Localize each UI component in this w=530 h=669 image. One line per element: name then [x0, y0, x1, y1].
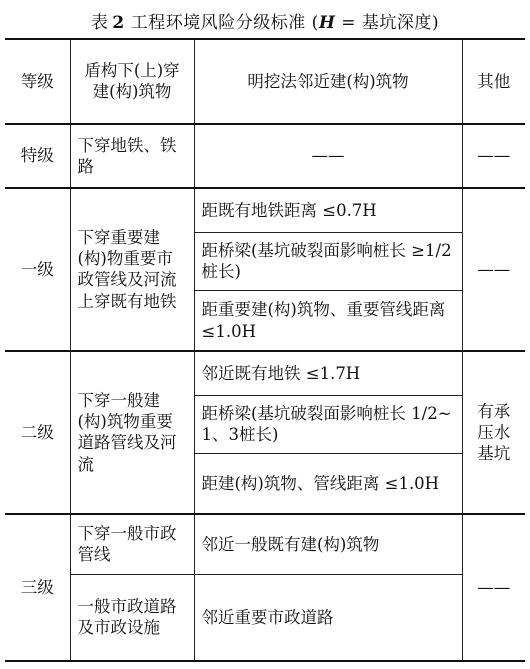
open-cut-cell: 邻近一般既有建(构)筑物 [194, 514, 462, 574]
caption-prefix: 表 [90, 13, 109, 33]
caption-paren-close: ) [431, 13, 440, 33]
table-row [5, 351, 525, 395]
table-row [5, 514, 525, 574]
caption-definition: = 基坑深度 [335, 13, 432, 33]
open-cut-cell: 距桥梁(基坑破裂面影响桩长 1/2~1、3桩长) [194, 395, 462, 453]
other-cell: —— [462, 514, 525, 661]
caption-variable: H [318, 13, 336, 33]
level-cell: 二级 [5, 351, 70, 514]
open-cut-cell: 距重要建(构)筑物、重要管线距离 ≤1.0H [194, 291, 462, 351]
table-row [5, 124, 525, 188]
shield-cell: 下穿一般市政管线 [70, 514, 194, 574]
other-cell: —— [462, 188, 525, 351]
shield-cell: 下穿一般建(构)筑物重要道路管线及河流 [70, 351, 194, 514]
header-open-cut: 明挖法邻近建(构)筑物 [194, 39, 462, 124]
level-cell: 一级 [5, 188, 70, 351]
header-row [5, 39, 525, 124]
caption-text: 工程环境风险分级标准 [130, 13, 306, 33]
table-row [5, 574, 525, 661]
caption-number: 2 [112, 13, 125, 33]
open-cut-cell: 邻近重要市政道路 [194, 574, 462, 661]
caption-paren-open: ( [311, 13, 319, 33]
level-cell: 特级 [5, 124, 70, 188]
header-level: 等级 [5, 39, 70, 124]
table-row [5, 188, 525, 232]
open-cut-cell: 距既有地铁距离 ≤0.7H [194, 188, 462, 232]
table-caption [0, 8, 530, 33]
risk-classification-table [5, 38, 525, 662]
shield-cell: 一般市政道路及市政设施 [70, 574, 194, 661]
header-other: 其他 [462, 39, 525, 124]
open-cut-cell: 距桥梁(基坑破裂面影响桩长 ≥1/2桩长) [194, 232, 462, 290]
other-cell: —— [462, 124, 525, 188]
level-cell: 三级 [5, 514, 70, 661]
open-cut-cell: 邻近既有地铁 ≤1.7H [194, 351, 462, 395]
shield-cell: 下穿重要建(构)物重要市政管线及河流上穿既有地铁 [70, 188, 194, 351]
shield-cell: 下穿地铁、铁路 [70, 124, 194, 188]
open-cut-cell: 距建(构)筑物、管线距离 ≤1.0H [194, 454, 462, 514]
open-cut-cell: —— [194, 124, 462, 188]
header-shield: 盾构下(上)穿建(构)筑物 [70, 39, 194, 124]
other-cell: 有承压水基坑 [462, 351, 525, 514]
